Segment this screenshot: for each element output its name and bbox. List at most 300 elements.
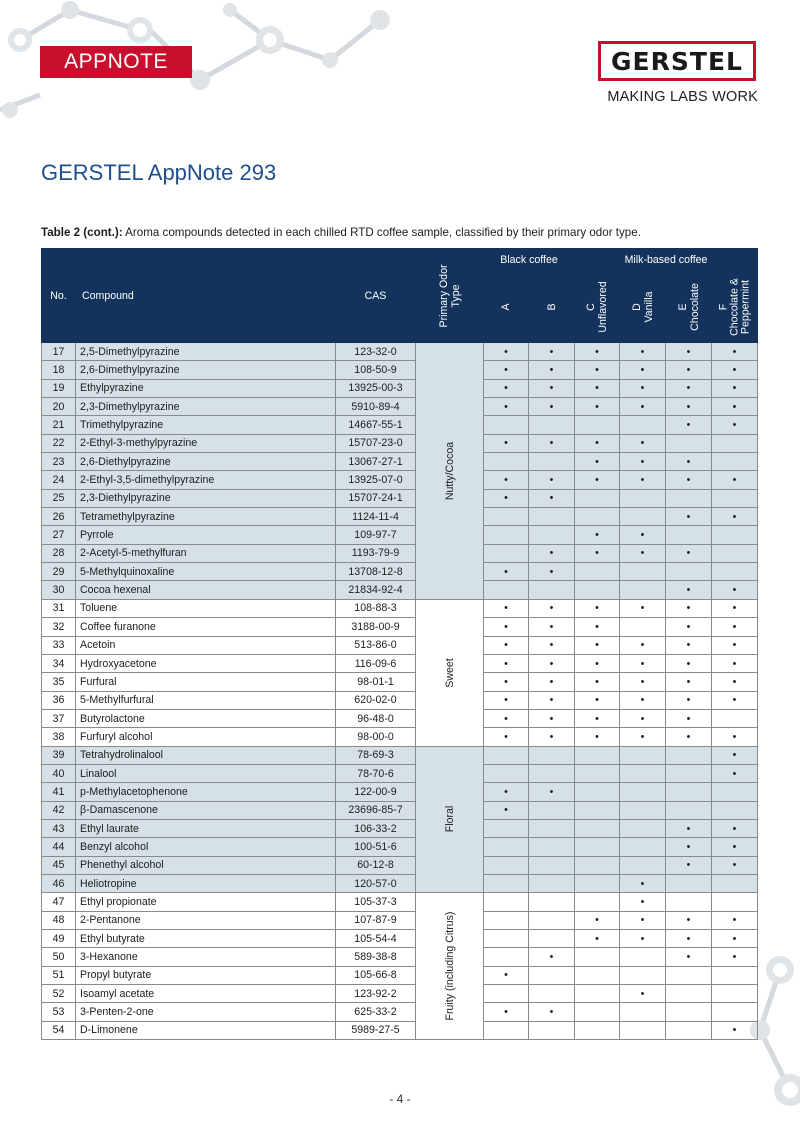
- odor-type-label: Sweet: [443, 657, 456, 688]
- detection-cell-sample-f: •: [712, 343, 758, 361]
- row-number: 50: [42, 948, 76, 966]
- detection-cell-sample-b: •: [529, 343, 575, 361]
- compound-name: Benzyl alcohol: [76, 838, 336, 856]
- detection-cell-sample-b: •: [529, 673, 575, 691]
- detection-cell-sample-b: [529, 581, 575, 599]
- detection-cell-sample-a: •: [484, 599, 529, 617]
- detection-cell-sample-b: •: [529, 544, 575, 562]
- detection-cell-sample-b: •: [529, 563, 575, 581]
- detection-cell-sample-c: [575, 563, 620, 581]
- header-no: No.: [42, 249, 76, 343]
- detection-cell-sample-c: [575, 764, 620, 782]
- row-number: 54: [42, 1021, 76, 1039]
- detection-cell-sample-f: [712, 453, 758, 471]
- row-number: 39: [42, 746, 76, 764]
- detection-cell-sample-b: •: [529, 489, 575, 507]
- detection-cell-sample-e: •: [666, 691, 712, 709]
- detection-cell-sample-d: [620, 508, 666, 526]
- table-row: [42, 746, 758, 764]
- row-number: 49: [42, 930, 76, 948]
- detection-cell-sample-f: •: [712, 636, 758, 654]
- detection-cell-sample-d: [620, 563, 666, 581]
- odor-type-line1: Primary Odor: [437, 264, 450, 327]
- table-row: [42, 544, 758, 562]
- detection-cell-sample-e: [666, 783, 712, 801]
- detection-cell-sample-e: •: [666, 453, 712, 471]
- cas-number: 123-92-2: [336, 985, 416, 1003]
- cas-number: 122-00-9: [336, 783, 416, 801]
- table-row: [42, 838, 758, 856]
- cas-number: 96-48-0: [336, 709, 416, 727]
- detection-cell-sample-c: [575, 856, 620, 874]
- page-title: GERSTEL AppNote 293: [41, 160, 277, 185]
- row-number: 20: [42, 398, 76, 416]
- detection-cell-sample-a: [484, 948, 529, 966]
- table-row: [42, 636, 758, 654]
- row-number: 38: [42, 728, 76, 746]
- detection-cell-sample-a: [484, 581, 529, 599]
- detection-cell-sample-d: •: [620, 691, 666, 709]
- detection-cell-sample-d: •: [620, 343, 666, 361]
- detection-cell-sample-e: •: [666, 728, 712, 746]
- detection-cell-sample-e: [666, 434, 712, 452]
- cas-number: 105-37-3: [336, 893, 416, 911]
- row-number: 47: [42, 893, 76, 911]
- detection-cell-sample-b: •: [529, 434, 575, 452]
- compound-name: Coffee furanone: [76, 618, 336, 636]
- detection-cell-sample-a: •: [484, 783, 529, 801]
- table-row: [42, 819, 758, 837]
- detection-cell-sample-d: •: [620, 526, 666, 544]
- detection-cell-sample-b: [529, 911, 575, 929]
- detection-cell-sample-f: [712, 874, 758, 892]
- detection-cell-sample-c: [575, 1021, 620, 1039]
- cas-number: 23696-85-7: [336, 801, 416, 819]
- compound-name: 2-Ethyl-3,5-dimethylpyrazine: [76, 471, 336, 489]
- detection-cell-sample-e: •: [666, 398, 712, 416]
- header-sample-d: D Vanilla: [620, 271, 666, 343]
- detection-cell-sample-e: •: [666, 709, 712, 727]
- table-row: [42, 856, 758, 874]
- detection-cell-sample-f: •: [712, 728, 758, 746]
- detection-cell-sample-d: [620, 489, 666, 507]
- detection-cell-sample-f: [712, 434, 758, 452]
- row-number: 43: [42, 819, 76, 837]
- detection-cell-sample-b: •: [529, 471, 575, 489]
- row-number: 42: [42, 801, 76, 819]
- compound-name: Toluene: [76, 599, 336, 617]
- detection-cell-sample-f: •: [712, 691, 758, 709]
- detection-cell-sample-b: •: [529, 709, 575, 727]
- cas-number: 589-38-8: [336, 948, 416, 966]
- odor-type-cell: [416, 893, 484, 1040]
- compound-name: Tetramethylpyrazine: [76, 508, 336, 526]
- detection-cell-sample-f: •: [712, 361, 758, 379]
- table-row: [42, 416, 758, 434]
- cas-number: 620-02-0: [336, 691, 416, 709]
- row-number: 19: [42, 379, 76, 397]
- compound-name: Tetrahydrolinalool: [76, 746, 336, 764]
- header-odor-type: [416, 249, 484, 343]
- table-row: [42, 783, 758, 801]
- compound-name: Hydroxyacetone: [76, 654, 336, 672]
- detection-cell-sample-d: •: [620, 893, 666, 911]
- table-row: [42, 489, 758, 507]
- compound-name: Pyrrole: [76, 526, 336, 544]
- detection-cell-sample-b: [529, 856, 575, 874]
- row-number: 37: [42, 709, 76, 727]
- cas-number: 625-33-2: [336, 1003, 416, 1021]
- compound-name: Furfural: [76, 673, 336, 691]
- detection-cell-sample-b: [529, 930, 575, 948]
- cas-number: 107-87-9: [336, 911, 416, 929]
- detection-cell-sample-d: [620, 618, 666, 636]
- detection-cell-sample-c: •: [575, 599, 620, 617]
- detection-cell-sample-c: •: [575, 709, 620, 727]
- detection-cell-sample-b: [529, 416, 575, 434]
- table-row: [42, 893, 758, 911]
- detection-cell-sample-f: [712, 783, 758, 801]
- detection-cell-sample-f: [712, 801, 758, 819]
- cas-number: 13925-07-0: [336, 471, 416, 489]
- detection-cell-sample-f: •: [712, 398, 758, 416]
- detection-cell-sample-a: [484, 764, 529, 782]
- cas-number: 98-00-0: [336, 728, 416, 746]
- detection-cell-sample-f: [712, 709, 758, 727]
- detection-cell-sample-a: •: [484, 361, 529, 379]
- cas-number: 13067-27-1: [336, 453, 416, 471]
- detection-cell-sample-f: [712, 563, 758, 581]
- detection-cell-sample-f: [712, 489, 758, 507]
- detection-cell-sample-e: •: [666, 636, 712, 654]
- detection-cell-sample-f: [712, 526, 758, 544]
- row-number: 53: [42, 1003, 76, 1021]
- detection-cell-sample-c: •: [575, 361, 620, 379]
- detection-cell-sample-a: •: [484, 434, 529, 452]
- detection-cell-sample-b: •: [529, 948, 575, 966]
- detection-cell-sample-c: •: [575, 471, 620, 489]
- detection-cell-sample-d: •: [620, 911, 666, 929]
- cas-number: 105-66-8: [336, 966, 416, 984]
- detection-cell-sample-a: •: [484, 966, 529, 984]
- detection-cell-sample-a: [484, 856, 529, 874]
- detection-cell-sample-b: •: [529, 599, 575, 617]
- detection-cell-sample-f: •: [712, 599, 758, 617]
- detection-cell-sample-d: [620, 966, 666, 984]
- row-number: 21: [42, 416, 76, 434]
- row-number: 22: [42, 434, 76, 452]
- detection-cell-sample-b: [529, 508, 575, 526]
- row-number: 32: [42, 618, 76, 636]
- table-row: [42, 801, 758, 819]
- detection-cell-sample-f: •: [712, 838, 758, 856]
- row-number: 24: [42, 471, 76, 489]
- detection-cell-sample-d: [620, 783, 666, 801]
- table-row: [42, 874, 758, 892]
- row-number: 29: [42, 563, 76, 581]
- cas-number: 120-57-0: [336, 874, 416, 892]
- detection-cell-sample-d: •: [620, 654, 666, 672]
- detection-cell-sample-c: •: [575, 618, 620, 636]
- detection-cell-sample-d: •: [620, 636, 666, 654]
- detection-cell-sample-d: [620, 801, 666, 819]
- odor-type-label: Fruity (including Citrus): [443, 911, 456, 1021]
- tagline: MAKING LABS WORK: [607, 89, 758, 105]
- aroma-compounds-table: [41, 248, 758, 1040]
- compound-name: 2-Acetyl-5-methylfuran: [76, 544, 336, 562]
- cas-number: 5989-27-5: [336, 1021, 416, 1039]
- detection-cell-sample-c: [575, 581, 620, 599]
- compound-name: Acetoin: [76, 636, 336, 654]
- detection-cell-sample-c: •: [575, 343, 620, 361]
- table-row: [42, 599, 758, 617]
- header-cas: CAS: [336, 249, 416, 343]
- detection-cell-sample-e: [666, 893, 712, 911]
- detection-cell-sample-a: •: [484, 673, 529, 691]
- table-row: [42, 563, 758, 581]
- detection-cell-sample-c: •: [575, 673, 620, 691]
- cas-number: 5910-89-4: [336, 398, 416, 416]
- detection-cell-sample-a: •: [484, 398, 529, 416]
- detection-cell-sample-c: [575, 783, 620, 801]
- detection-cell-sample-a: [484, 893, 529, 911]
- compound-name: Ethyl butyrate: [76, 930, 336, 948]
- table-row: [42, 985, 758, 1003]
- detection-cell-sample-e: •: [666, 343, 712, 361]
- detection-cell-sample-b: •: [529, 398, 575, 416]
- detection-cell-sample-a: •: [484, 618, 529, 636]
- detection-cell-sample-f: •: [712, 856, 758, 874]
- detection-cell-sample-e: •: [666, 379, 712, 397]
- detection-cell-sample-f: •: [712, 581, 758, 599]
- detection-cell-sample-a: [484, 746, 529, 764]
- table-row: [42, 948, 758, 966]
- compound-name: 2,3-Diethylpyrazine: [76, 489, 336, 507]
- detection-cell-sample-a: [484, 930, 529, 948]
- detection-cell-sample-d: •: [620, 728, 666, 746]
- detection-cell-sample-f: •: [712, 508, 758, 526]
- cas-number: 108-50-9: [336, 361, 416, 379]
- header-sample-a: A: [484, 271, 529, 343]
- detection-cell-sample-a: [484, 874, 529, 892]
- compound-name: Isoamyl acetate: [76, 985, 336, 1003]
- gerstel-logo: [598, 41, 756, 81]
- detection-cell-sample-c: [575, 838, 620, 856]
- detection-cell-sample-d: •: [620, 874, 666, 892]
- detection-cell-sample-f: •: [712, 673, 758, 691]
- detection-cell-sample-a: [484, 838, 529, 856]
- table-row: [42, 1021, 758, 1039]
- detection-cell-sample-d: •: [620, 709, 666, 727]
- cas-number: 513-86-0: [336, 636, 416, 654]
- detection-cell-sample-e: •: [666, 544, 712, 562]
- header-sample-c: C Unflavored: [575, 271, 620, 343]
- detection-cell-sample-a: •: [484, 636, 529, 654]
- detection-cell-sample-e: [666, 746, 712, 764]
- header-black-coffee: Black coffee: [484, 249, 575, 271]
- detection-cell-sample-d: [620, 948, 666, 966]
- detection-cell-sample-c: [575, 489, 620, 507]
- detection-cell-sample-c: [575, 416, 620, 434]
- detection-cell-sample-d: •: [620, 673, 666, 691]
- detection-cell-sample-b: [529, 819, 575, 837]
- cas-number: 1124-11-4: [336, 508, 416, 526]
- table-row: [42, 343, 758, 361]
- cas-number: 106-33-2: [336, 819, 416, 837]
- detection-cell-sample-b: [529, 985, 575, 1003]
- row-number: 40: [42, 764, 76, 782]
- table-body: [42, 343, 758, 1040]
- detection-cell-sample-c: [575, 801, 620, 819]
- row-number: 52: [42, 985, 76, 1003]
- cas-number: 3188-00-9: [336, 618, 416, 636]
- row-number: 23: [42, 453, 76, 471]
- row-number: 28: [42, 544, 76, 562]
- detection-cell-sample-d: •: [620, 453, 666, 471]
- detection-cell-sample-e: [666, 1003, 712, 1021]
- detection-cell-sample-f: •: [712, 746, 758, 764]
- detection-cell-sample-b: [529, 966, 575, 984]
- detection-cell-sample-c: •: [575, 398, 620, 416]
- detection-cell-sample-e: •: [666, 838, 712, 856]
- row-number: 51: [42, 966, 76, 984]
- table-row: [42, 434, 758, 452]
- header-sample-b: B: [529, 271, 575, 343]
- detection-cell-sample-b: [529, 893, 575, 911]
- odor-type-line2: Type: [449, 284, 462, 307]
- detection-cell-sample-d: •: [620, 599, 666, 617]
- detection-cell-sample-e: •: [666, 856, 712, 874]
- detection-cell-sample-b: [529, 801, 575, 819]
- detection-cell-sample-d: [620, 819, 666, 837]
- odor-type-cell: [416, 746, 484, 893]
- detection-cell-sample-d: [620, 838, 666, 856]
- header-milk-coffee: Milk-based coffee: [575, 249, 758, 271]
- table-row: [42, 673, 758, 691]
- header-compound: Compound: [76, 249, 336, 343]
- cas-number: 116-09-6: [336, 654, 416, 672]
- detection-cell-sample-b: [529, 1021, 575, 1039]
- detection-cell-sample-a: •: [484, 728, 529, 746]
- detection-cell-sample-a: [484, 819, 529, 837]
- detection-cell-sample-f: •: [712, 471, 758, 489]
- compound-name: Propyl butyrate: [76, 966, 336, 984]
- detection-cell-sample-c: [575, 819, 620, 837]
- detection-cell-sample-a: [484, 453, 529, 471]
- compound-name: 2,5-Dimethylpyrazine: [76, 343, 336, 361]
- appnote-badge: APPNOTE: [40, 46, 192, 78]
- compound-name: D-Limonene: [76, 1021, 336, 1039]
- detection-cell-sample-e: •: [666, 361, 712, 379]
- table-row: [42, 361, 758, 379]
- detection-cell-sample-c: [575, 948, 620, 966]
- table-row: [42, 654, 758, 672]
- table-row: [42, 709, 758, 727]
- detection-cell-sample-d: •: [620, 361, 666, 379]
- detection-cell-sample-c: [575, 746, 620, 764]
- cas-number: 60-12-8: [336, 856, 416, 874]
- table-caption: [41, 226, 641, 239]
- detection-cell-sample-b: •: [529, 379, 575, 397]
- row-number: 46: [42, 874, 76, 892]
- detection-cell-sample-b: [529, 764, 575, 782]
- detection-cell-sample-a: •: [484, 1003, 529, 1021]
- row-number: 34: [42, 654, 76, 672]
- cas-number: 98-01-1: [336, 673, 416, 691]
- compound-name: Linalool: [76, 764, 336, 782]
- cas-number: 21834-92-4: [336, 581, 416, 599]
- table-row: [42, 1003, 758, 1021]
- detection-cell-sample-b: [529, 838, 575, 856]
- cas-number: 78-69-3: [336, 746, 416, 764]
- compound-name: 2-Pentanone: [76, 911, 336, 929]
- header-sample-f: F Chocolate & Peppermint: [712, 271, 758, 343]
- table-row: [42, 728, 758, 746]
- detection-cell-sample-e: [666, 526, 712, 544]
- table-row: [42, 453, 758, 471]
- detection-cell-sample-a: [484, 416, 529, 434]
- detection-cell-sample-c: •: [575, 728, 620, 746]
- table-row: [42, 966, 758, 984]
- detection-cell-sample-c: •: [575, 691, 620, 709]
- table-row: [42, 471, 758, 489]
- detection-cell-sample-b: •: [529, 618, 575, 636]
- cas-number: 105-54-4: [336, 930, 416, 948]
- row-number: 45: [42, 856, 76, 874]
- detection-cell-sample-e: [666, 1021, 712, 1039]
- compound-name: Heliotropine: [76, 874, 336, 892]
- table-row: [42, 398, 758, 416]
- detection-cell-sample-d: [620, 746, 666, 764]
- detection-cell-sample-c: •: [575, 526, 620, 544]
- detection-cell-sample-c: [575, 893, 620, 911]
- detection-cell-sample-e: •: [666, 416, 712, 434]
- row-number: 35: [42, 673, 76, 691]
- detection-cell-sample-d: [620, 416, 666, 434]
- detection-cell-sample-e: [666, 489, 712, 507]
- row-number: 26: [42, 508, 76, 526]
- detection-cell-sample-c: [575, 508, 620, 526]
- cas-number: 123-32-0: [336, 343, 416, 361]
- compound-name: Ethyl propionate: [76, 893, 336, 911]
- detection-cell-sample-e: •: [666, 508, 712, 526]
- detection-cell-sample-b: [529, 526, 575, 544]
- detection-cell-sample-c: [575, 874, 620, 892]
- row-number: 18: [42, 361, 76, 379]
- cas-number: 109-97-7: [336, 526, 416, 544]
- detection-cell-sample-f: [712, 544, 758, 562]
- detection-cell-sample-a: [484, 526, 529, 544]
- detection-cell-sample-b: •: [529, 728, 575, 746]
- detection-cell-sample-f: •: [712, 654, 758, 672]
- detection-cell-sample-d: [620, 764, 666, 782]
- detection-cell-sample-e: [666, 966, 712, 984]
- detection-cell-sample-f: [712, 985, 758, 1003]
- compound-name: 5-Methylfurfural: [76, 691, 336, 709]
- detection-cell-sample-f: [712, 1003, 758, 1021]
- odor-type-label: Nutty/Cocoa: [443, 441, 456, 501]
- table-row: [42, 581, 758, 599]
- detection-cell-sample-a: [484, 911, 529, 929]
- detection-cell-sample-c: •: [575, 544, 620, 562]
- detection-cell-sample-a: [484, 508, 529, 526]
- compound-name: 2-Ethyl-3-methylpyrazine: [76, 434, 336, 452]
- cas-number: 14667-55-1: [336, 416, 416, 434]
- detection-cell-sample-e: •: [666, 618, 712, 636]
- detection-cell-sample-c: •: [575, 911, 620, 929]
- detection-cell-sample-a: •: [484, 489, 529, 507]
- cas-number: 13708-12-8: [336, 563, 416, 581]
